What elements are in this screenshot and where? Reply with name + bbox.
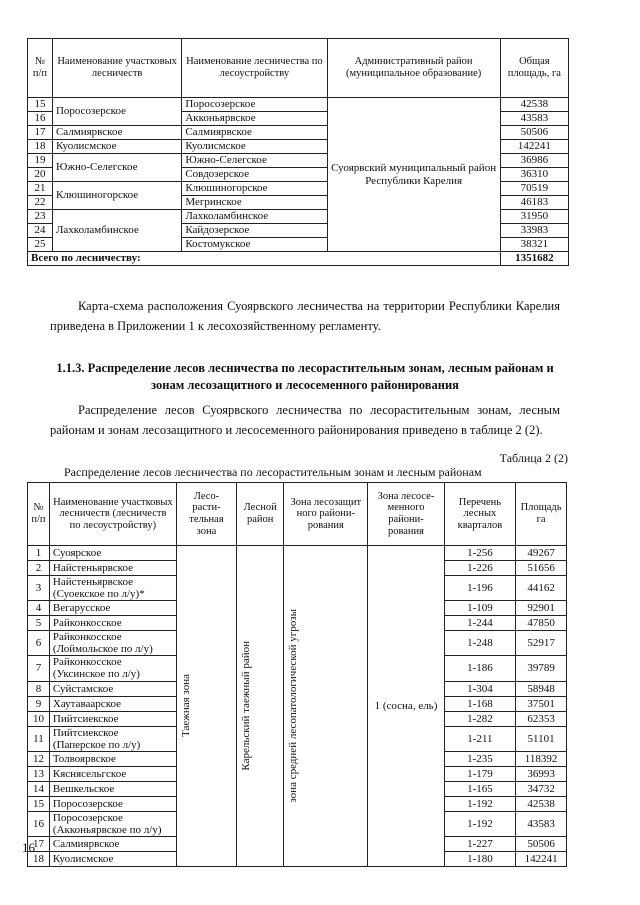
unit-name: Суоярское: [49, 546, 176, 561]
forest-zones-table: [27, 482, 567, 867]
quarters-range: 1-196: [444, 576, 515, 601]
seed-zone-cell: 1 (сосна, ель): [368, 546, 444, 867]
row-number: 2: [28, 561, 50, 576]
district-cell: Суоярвский муниципальный район Республики Карелия: [327, 98, 500, 252]
row-number: 14: [28, 781, 50, 796]
unit-name: Южно-Селегское: [52, 154, 181, 182]
row-number: 3: [28, 576, 50, 601]
unit-name: Пийтсиекское: [49, 711, 176, 726]
unit-name: Толвоярвское: [49, 751, 176, 766]
area-value: 31950: [500, 210, 568, 224]
row-number: 17: [28, 126, 53, 140]
lu-name: Салмиярвское: [182, 126, 327, 140]
lu-name: Куолисмское: [182, 140, 327, 154]
area-value: 36993: [516, 766, 567, 781]
column-header: Площадь га: [516, 483, 567, 546]
unit-name: Салмиярвское: [52, 126, 181, 140]
row-number: 12: [28, 751, 50, 766]
area-value: 34732: [516, 781, 567, 796]
protect-text: зона средней лесопатологической угрозы: [287, 609, 300, 803]
row-number: 10: [28, 711, 50, 726]
quarters-range: 1-192: [444, 811, 515, 836]
lu-name: Кайдозерское: [182, 224, 327, 238]
column-header: Лесо-расти-тельная зона: [176, 483, 236, 546]
quarters-range: 1-235: [444, 751, 515, 766]
unit-name: Вешкельское: [49, 781, 176, 796]
column-header: № п/п: [28, 39, 53, 98]
lu-name: Мегринское: [182, 196, 327, 210]
row-number: 6: [28, 631, 50, 656]
unit-name: Найстеньярвское: [49, 561, 176, 576]
section-title: 1.1.3. Распределение лесов лесничества по лесорастительным зонам, лесным районам и зонам лесозащитного и лесосеменного районирования: [56, 361, 554, 392]
lu-name: Южно-Селегское: [182, 154, 327, 168]
map-reference-paragraph: Карта-схема расположения Суоярвского лесничества на территории Республики Карелия приведена в Приложении 1 к лесохозяйственному регламенту.: [50, 299, 560, 333]
area-value: 44162: [516, 576, 567, 601]
quarters-range: 1-304: [444, 681, 515, 696]
lu-name: Лахколамбинское: [182, 210, 327, 224]
unit-name: Райконкосское: [49, 616, 176, 631]
unit-name: Вегарусское: [49, 601, 176, 616]
quarters-range: 1-109: [444, 601, 515, 616]
row-number: 9: [28, 696, 50, 711]
quarters-range: 1-248: [444, 631, 515, 656]
row-number: 18: [28, 140, 53, 154]
row-number: 20: [28, 168, 53, 182]
unit-name: Поросозерское: [52, 98, 181, 126]
area-value: 37501: [516, 696, 567, 711]
area-value: 58948: [516, 681, 567, 696]
quarters-range: 1-180: [444, 851, 515, 866]
zone-text: Таежная зона: [179, 674, 192, 738]
row-number: 16: [28, 112, 53, 126]
quarters-range: 1-192: [444, 796, 515, 811]
column-header: Общая площадь, га: [500, 39, 568, 98]
quarters-range: 1-186: [444, 656, 515, 681]
total-label: Всего по лесничеству:: [28, 252, 501, 266]
column-header: Административный район (муниципальное образование): [327, 39, 500, 98]
row-number: 17: [28, 836, 50, 851]
quarters-range: 1-165: [444, 781, 515, 796]
unit-name: Пийтсиекское (Паперское по л/у): [49, 726, 176, 751]
row-number: 24: [28, 224, 53, 238]
protect-cell: [284, 546, 368, 867]
unit-name: Клюшиногорское: [52, 182, 181, 210]
column-header: Зона лесосе-менного райони-рования: [368, 483, 444, 546]
unit-name: Райконкосское (Лоймольское по л/у): [49, 631, 176, 656]
lu-name: Акконьярвское: [182, 112, 327, 126]
area-value: 142241: [500, 140, 568, 154]
row-number: 18: [28, 851, 50, 866]
unit-name: Куолисмское: [52, 140, 181, 154]
area-value: 43583: [516, 811, 567, 836]
page-number: 16: [22, 840, 35, 855]
area-value: 92901: [516, 601, 567, 616]
area-value: 33983: [500, 224, 568, 238]
row-number: 7: [28, 656, 50, 681]
row-number: 15: [28, 98, 53, 112]
lu-name: Костомукское: [182, 238, 327, 252]
area-value: 46183: [500, 196, 568, 210]
area-value: 142241: [516, 851, 567, 866]
column-header: Наименование участковых лесничеств (лесничеств по лесоустройству): [49, 483, 176, 546]
unit-name: Суйстамское: [49, 681, 176, 696]
area-value: 51101: [516, 726, 567, 751]
row-number: 25: [28, 238, 53, 252]
area-value: 50506: [516, 836, 567, 851]
column-header: Зона лесозащит ного райони-рования: [284, 483, 368, 546]
row-number: 21: [28, 182, 53, 196]
area-value: 49267: [516, 546, 567, 561]
table-row: [28, 546, 567, 561]
quarters-range: 1-256: [444, 546, 515, 561]
row-number: 22: [28, 196, 53, 210]
row-number: 15: [28, 796, 50, 811]
area-value: 43583: [500, 112, 568, 126]
row-number: 19: [28, 154, 53, 168]
column-header: Лесной район: [237, 483, 284, 546]
table-row: [28, 98, 569, 112]
area-value: 42538: [516, 796, 567, 811]
row-number: 11: [28, 726, 50, 751]
quarters-range: 1-226: [444, 561, 515, 576]
row-number: 16: [28, 811, 50, 836]
unit-name: Лахколамбинское: [52, 210, 181, 252]
row-number: 13: [28, 766, 50, 781]
unit-name: Поросозерское (Акконьярвское по л/у): [49, 811, 176, 836]
column-header: Перечень лесных кварталов: [444, 483, 515, 546]
unit-name: Салмиярвское: [49, 836, 176, 851]
area-value: 36310: [500, 168, 568, 182]
quarters-range: 1-244: [444, 616, 515, 631]
area-value: 42538: [500, 98, 568, 112]
total-value: 1351682: [500, 252, 568, 266]
area-value: 52917: [516, 631, 567, 656]
column-header: Наименование лесничества по лесоустройству: [182, 39, 327, 98]
row-number: 23: [28, 210, 53, 224]
column-header: № п/п: [28, 483, 50, 546]
table-label: Таблица 2 (2): [499, 451, 568, 465]
unit-name: Поросозерское: [49, 796, 176, 811]
unit-name: Куолисмское: [49, 851, 176, 866]
quarters-range: 1-211: [444, 726, 515, 751]
lu-name: Поросозерское: [182, 98, 327, 112]
row-number: 1: [28, 546, 50, 561]
area-value: 62353: [516, 711, 567, 726]
area-value: 39789: [516, 656, 567, 681]
lu-name: Клюшиногорское: [182, 182, 327, 196]
area-value: 51656: [516, 561, 567, 576]
quarters-range: 1-168: [444, 696, 515, 711]
forestry-area-table: [27, 38, 569, 266]
lu-name: Совдозерское: [182, 168, 327, 182]
unit-name: Хаутаваарское: [49, 696, 176, 711]
area-value: 50506: [500, 126, 568, 140]
column-header: Наименование участковых лесничеств: [52, 39, 181, 98]
row-number: 4: [28, 601, 50, 616]
row-number: 5: [28, 616, 50, 631]
unit-name: Найстеньярвское (Суоекское по л/у)*: [49, 576, 176, 601]
quarters-range: 1-179: [444, 766, 515, 781]
row-number: 8: [28, 681, 50, 696]
region-text: Карельский таежный район: [240, 641, 253, 771]
quarters-range: 1-227: [444, 836, 515, 851]
region-cell: [237, 546, 284, 867]
area-value: 36986: [500, 154, 568, 168]
table-title: Распределение лесов лесничества по лесорастительным зонам и лесным районам: [64, 465, 482, 479]
distribution-paragraph: Распределение лесов Суоярвского лесничества по лесорастительным зонам, лесным районам и зонам лесозащитного и лесосеменного районирования приведено в таблице 2 (2).: [50, 403, 560, 437]
area-value: 47850: [516, 616, 567, 631]
area-value: 38321: [500, 238, 568, 252]
quarters-range: 1-282: [444, 711, 515, 726]
area-value: 118392: [516, 751, 567, 766]
unit-name: Кяснясельгское: [49, 766, 176, 781]
unit-name: Райконкосское (Уксинское по л/у): [49, 656, 176, 681]
zone-cell: [176, 546, 236, 867]
area-value: 70519: [500, 182, 568, 196]
